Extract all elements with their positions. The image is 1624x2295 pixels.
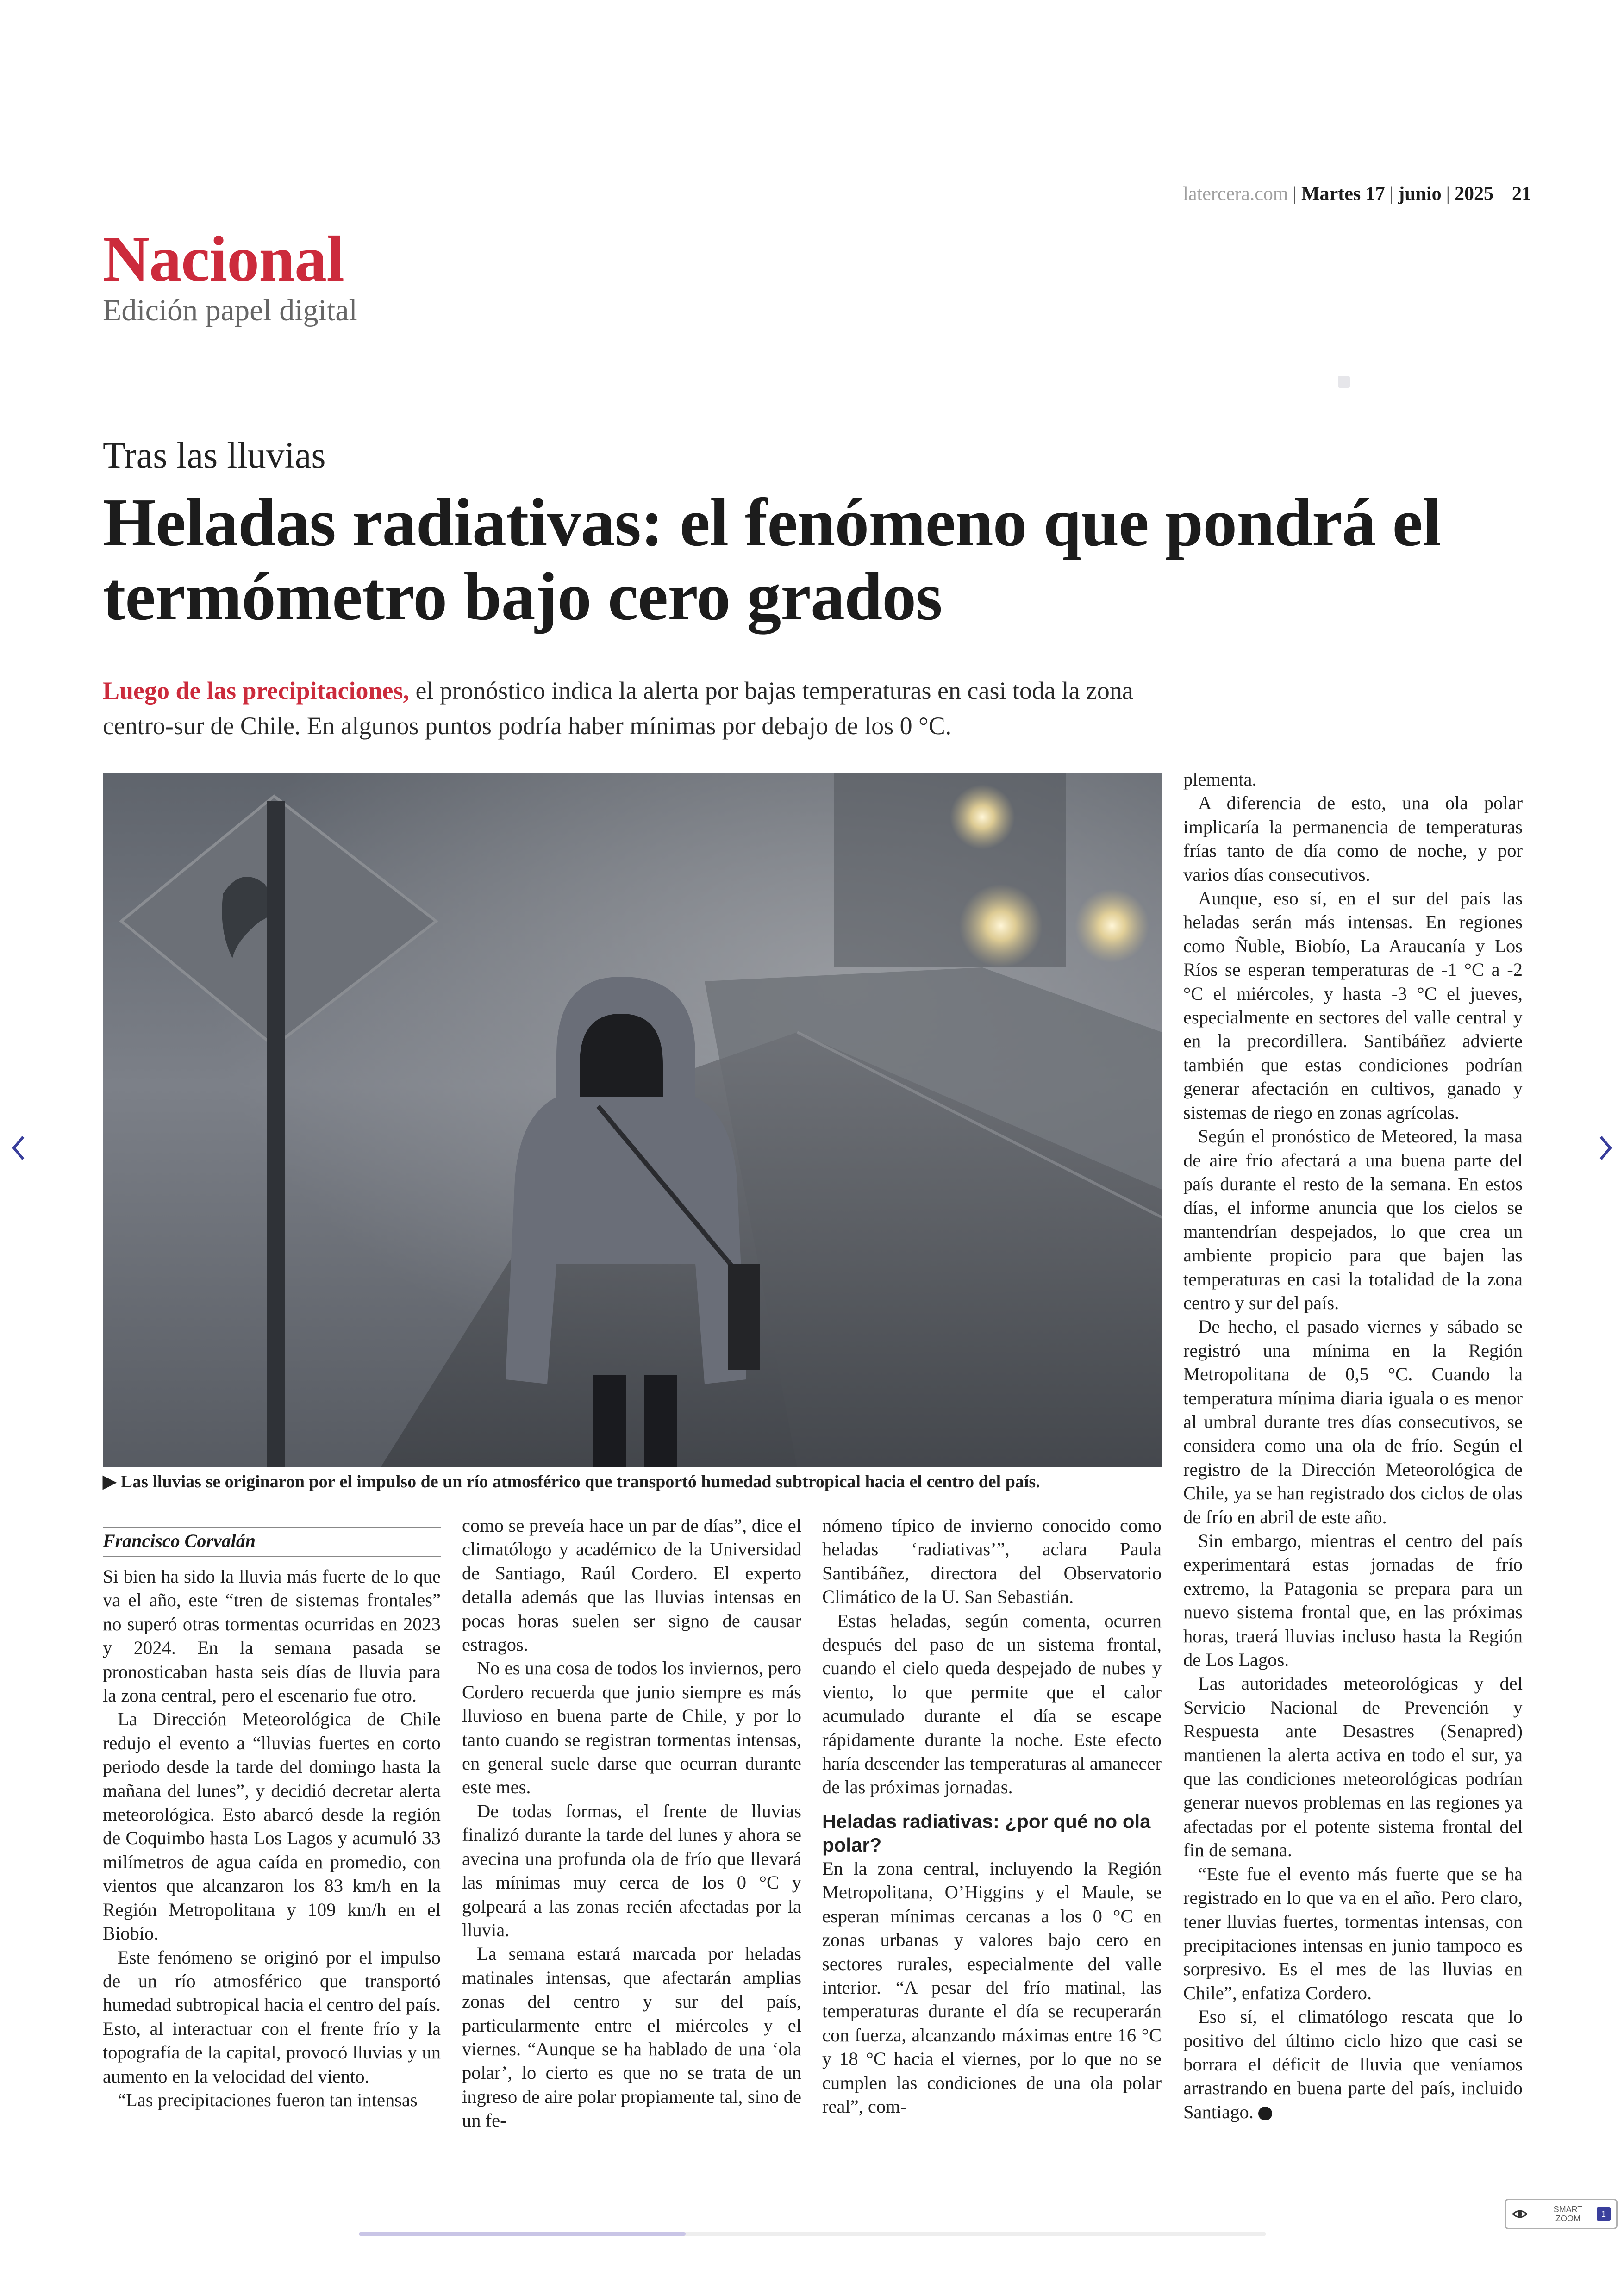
subheading: Heladas radiativas: ¿por qué no ola polar? bbox=[822, 1810, 1151, 1856]
header-month: junio bbox=[1398, 183, 1442, 205]
article-kicker: Tras las lluvias bbox=[103, 435, 326, 476]
text-column-4 bbox=[1183, 767, 1523, 2124]
text-column-2 bbox=[462, 1514, 801, 2133]
article-photo bbox=[103, 773, 1162, 1467]
paragraph: De todas formas, el frente de lluvias finalizó durante la tarde del lunes y ahora se avecina una profunda ola de frío que llevará las mínimas muy cerca de los 0 °C y golpeará a las zonas recién afectadas por la lluvia. bbox=[462, 1800, 801, 1940]
paragraph: La semana estará marcada por heladas matinales intensas, que afectarán amplias zonas del centro y sur del país, particularmente entre el miércoles y el viernes. “Aunque se ha hablado de una ‘ola polar’, lo cierto es que no se trata de un ingreso de aire polar propiamente tal, sino de un fe- bbox=[462, 1943, 801, 2131]
eye-icon bbox=[1512, 2206, 1528, 2222]
text-column-3 bbox=[822, 1514, 1162, 2118]
paragraph: Sin embargo, mientras el centro del país experimentará estas jornadas de frío extremo, la Patagonia se prepara para un nuevo sistema frontal que, en las próximas horas, traerá lluvias incluso hasta la Región de Los Lagos. bbox=[1183, 1530, 1523, 1671]
article-deck bbox=[103, 674, 1191, 743]
article-headline: Heladas radiativas: el fenómeno que pondrá el termómetro bajo cero grados bbox=[103, 485, 1441, 635]
zoom-level-badge: 1 bbox=[1597, 2207, 1611, 2221]
page-header: latercera.com | Martes 17 | junio | 2025 21 bbox=[1183, 183, 1531, 205]
paragraph: Este fenómeno se originó por el impulso de un río atmosférico que transportó humedad subtropical hacia el centro del país. Esto, al interactuar con el frente frío y la topografía de la capital, provocó lluvias y un aumento en la velocidad del viento. bbox=[103, 1946, 441, 2087]
zoom-label-line-2: ZOOM bbox=[1555, 2214, 1580, 2223]
chevron-right-icon bbox=[1596, 1134, 1615, 1162]
deck-text: el pronóstico indica la alerta por bajas temperaturas en casi toda la zona centro-sur de Chile. En algunos puntos podría haber mínimas por debajo de los 0 °C. bbox=[103, 677, 1133, 740]
paragraph: Según el pronóstico de Meteored, la masa de aire frío afectará a una buena parte del país durante el resto de la semana. En estos días, el informe anuncia que los cielos se mantendrían despejados, lo que crea un ambiente propicio para que bajen las temperaturas en casi la totalidad de la zona centro y sur del país. bbox=[1183, 1126, 1523, 1313]
page-progress-bar[interactable] bbox=[359, 2232, 1266, 2236]
paragraph-final bbox=[1183, 2005, 1523, 2124]
paragraph: Si bien ha sido la lluvia más fuerte de lo que va el año, este “tren de sistemas frontales” no superó otras tormentas ocurridas en 2023 y 2024. En la semana pasada se pronosticaban hasta seis días de lluvia para la zona central, pero el escenario fue otro. bbox=[103, 1566, 441, 1706]
byline: Francisco Corvalán bbox=[103, 1527, 441, 1557]
text-column-1 bbox=[103, 1565, 441, 2112]
paragraph: A diferencia de esto, una ola polar implicaría la permanencia de temperaturas frías tanto de día como de noche, y por varios días consecutivos. bbox=[1183, 792, 1523, 885]
paragraph: Las autoridades meteorológicas y del Servicio Nacional de Prevención y Respuesta ante Desastres (Senapred) mantienen la alerta activa en todo el sur, ya que las condiciones meteorológicas podrían generar nuevos problemas en las regiones ya afectadas por el potente sistema frontal del fin de semana. bbox=[1183, 1673, 1523, 1861]
chevron-left-icon bbox=[9, 1134, 28, 1162]
zoom-label-line-1: SMART bbox=[1553, 2205, 1583, 2214]
end-mark-icon bbox=[1258, 2107, 1272, 2120]
smart-zoom-label bbox=[1539, 2205, 1597, 2223]
paragraph: “Este fue el evento más fuerte que se ha registrado en lo que va en el año. Pero claro, tener lluvias fuertes, tormentas intensas, con precipitaciones intensas en junio tampoco es sorpresivo. Es el mes de las lluvias en Chile”, enfatiza Cordero. bbox=[1183, 1863, 1523, 2003]
paragraph: En la zona central, incluyendo la Región Metropolitana, O’Higgins y el Maule, se esperan mínimas cercanas a los 0 °C en zonas urbanas y valores bajo cero en sectores rurales, especialmente del valle interior. “A pesar del frío matinal, las temperaturas durante el día se recuperarán con fuerza, alcanzando máximas entre 16 °C y 18 °C hacia el viernes, por lo que no se cumplen las condiciones de una ola polar real”, com- bbox=[822, 1858, 1162, 2117]
header-year: 2025 bbox=[1455, 183, 1493, 205]
deck-lead: Luego de las precipitaciones, bbox=[103, 677, 410, 705]
paragraph: como se preveía hace un par de días”, dice el climatólogo y académico de la Universidad de Santiago, Raúl Cordero. El experto detalla además que las lluvias intensas en pocas horas suelen ser signo de causar estragos. bbox=[462, 1515, 801, 1655]
paragraph: De hecho, el pasado viernes y sábado se registró una mínima en la Región Metropolitana de 0,5 °C. Cuando la temperatura mínima diaria iguala o es menor al umbral durante tres días consecutivos, se considera como una ola de frío. Según el registro de la Dirección Meteorológica de Chile, ya se han registrado dos ciclos de olas de frío en abril de este año. bbox=[1183, 1316, 1523, 1528]
paragraph-final-text: Eso sí, el climatólogo rescata que lo positivo del último ciclo hizo que casi se borrara el déficit de lluvia que veníamos arrastrando en buena parte del país, incluido Santiago. bbox=[1183, 2006, 1523, 2122]
smart-zoom-button[interactable] bbox=[1505, 2199, 1618, 2229]
site-name: latercera.com bbox=[1183, 183, 1288, 205]
section-title: Nacional bbox=[103, 223, 344, 295]
page-number: 21 bbox=[1512, 183, 1531, 205]
paragraph: No es una cosa de todos los inviernos, pero Cordero recuerda que junio siempre es más lluvioso en buena parte de Chile, y por lo tanto cuando se registran tormentas intensas, en general suele darse que ocurran durante este mes. bbox=[462, 1658, 801, 1798]
paragraph: Estas heladas, según comenta, ocurren después del paso de un sistema frontal, cuando el cielo queda despejado de nubes y viento, lo que permite que el calor acumulado durante el día se escape rápidamente durante la noche. Este efecto haría descender las temperaturas al amanecer de las próximas jornadas. bbox=[822, 1610, 1162, 1798]
paragraph: plementa. bbox=[1183, 769, 1257, 790]
page-progress-fill bbox=[359, 2232, 686, 2236]
edition-label: Edición papel digital bbox=[103, 293, 357, 327]
header-day: Martes 17 bbox=[1301, 183, 1385, 205]
page-marker-icon bbox=[1338, 376, 1350, 388]
next-page-button[interactable] bbox=[1592, 1129, 1619, 1166]
previous-page-button[interactable] bbox=[5, 1129, 32, 1166]
paragraph: “Las precipitaciones fueron tan intensas bbox=[118, 2089, 418, 2110]
paragraph: nómeno típico de invierno conocido como heladas ‘radiativas’”, aclara Paula Santibáñez, directora del Observatorio Climático de la U. San Sebastián. bbox=[822, 1515, 1162, 1608]
paragraph: Aunque, eso sí, en el sur del país las heladas serán más intensas. En regiones como Ñuble, Biobío, La Araucanía y Los Ríos se esperan temperaturas de -1 °C a -2 °C el miércoles, y hasta -3 °C el jueves, especialmente en sectores del valle central y en la precordillera. Santibáñez advierte también que estas condiciones podrían generar afectación en cultivos, ganado y sistemas de riego en zonas agrícolas. bbox=[1183, 888, 1523, 1123]
photo-caption: ▶ Las lluvias se originaron por el impulso de un río atmosférico que transportó humedad subtropical hacia el centro del país. bbox=[103, 1472, 1040, 1491]
paragraph: La Dirección Meteorológica de Chile redujo el evento a “lluvias fuertes en corto periodo desde la tarde del domingo hasta la mañana del lunes”, y decidió decretar alerta meteorológica. Esto abarcó desde la región de Coquimbo hasta Los Lagos y acumuló 33 milímetros de agua caída en promedio, con vientos que alcanzaron los 83 km/h en la Región Metropolitana y 109 km/h en el Biobío. bbox=[103, 1709, 441, 1944]
